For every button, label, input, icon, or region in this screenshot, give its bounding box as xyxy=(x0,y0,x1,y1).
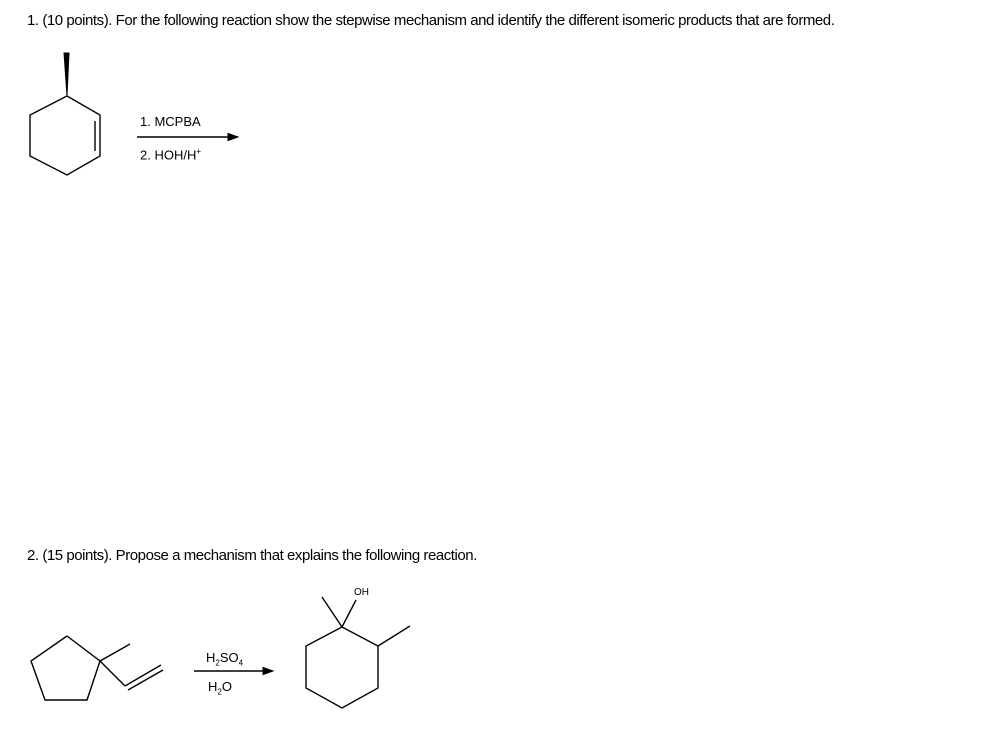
q2-reagent-water: $H_2O$ xyxy=(208,679,232,697)
q2-reagent-acid: $H_2SO_4$ xyxy=(206,650,244,668)
question-1-text: 1. (10 points). For the following reaction show the stepwise mechanism and identify the different isomeric products that are formed. xyxy=(27,12,835,29)
q2-hydroxyl-label: OH xyxy=(354,587,369,598)
q2-c1-oh-bond xyxy=(342,600,356,627)
q2-c1-methyl-bond xyxy=(322,597,342,627)
q2-cyclohexane-ring xyxy=(306,627,378,708)
question-2-text: 2. (15 points). Propose a mechanism that explains the following reaction. xyxy=(27,547,477,564)
q1-reagent-step-1: 1. MCPBA xyxy=(140,114,201,129)
q2-c2-methyl-bond xyxy=(378,626,410,646)
q1-reagent-step-2: 2. HOH/H+ xyxy=(140,147,202,163)
